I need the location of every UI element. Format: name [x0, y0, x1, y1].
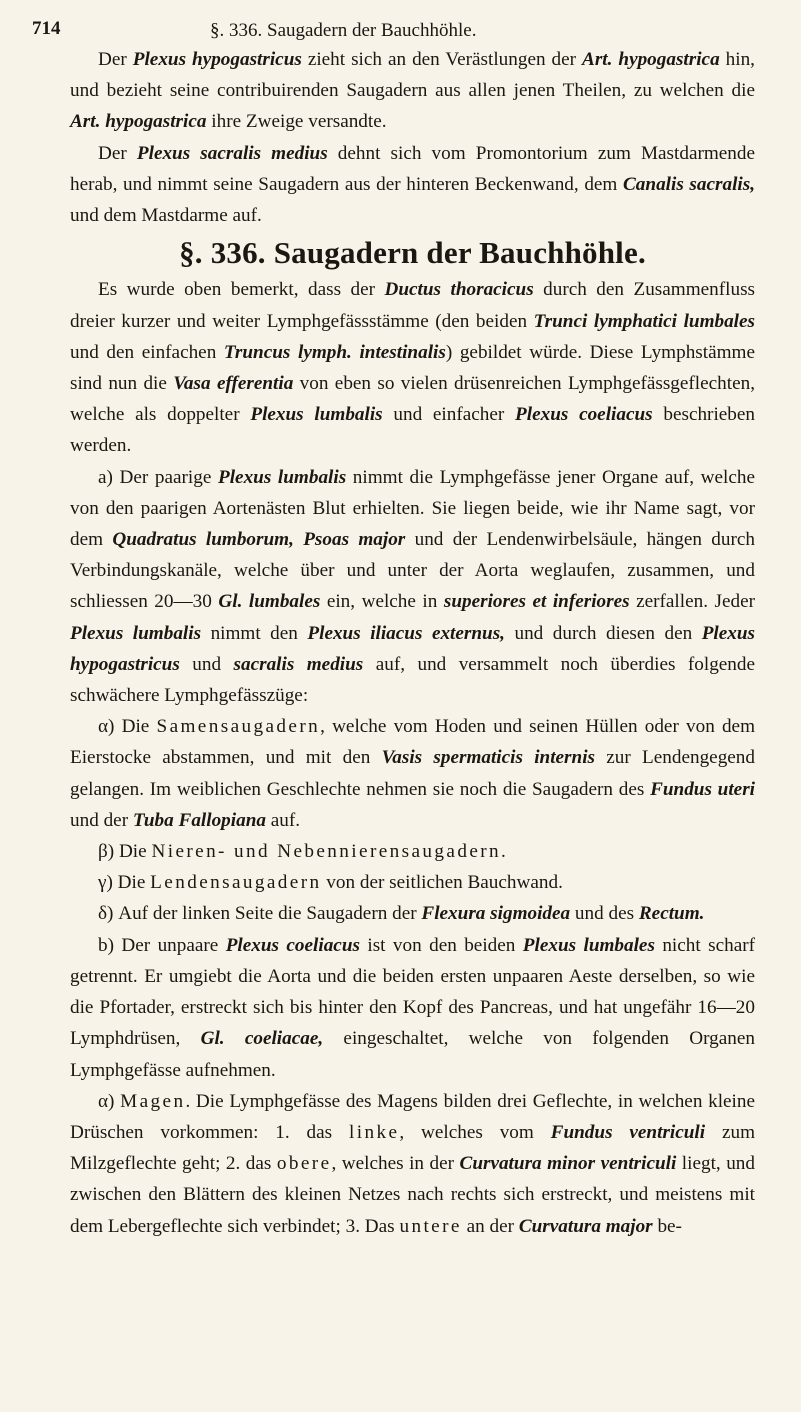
paragraph-plexus-sacralis: Der Plexus sacralis medius dehnt sich vom Promontorium zum Mastdarmende herab, und nimmt seine Saugadern aus der hinteren Beckenwand, dem Canalis sacralis, und dem Mastdarme auf. [70, 142, 755, 227]
paragraph-a-plexus-lumbalis: a) Der paarige Plexus lumbalis nimmt die Lymphgefässe jener Organe auf, welche von den paarigen Aortenästen Blut erhielten. Sie liegen beide, wie ihr Name sagt, vor dem Quadratus lumborum, Psoas major und der Lendenwirbelsäule, hängen durch Verbindungskanäle, welche über und unter der Aorta weglaufen, zusammen, und schliessen 20—30 Gl. lumbales ein, welche in superiores et inferiores zerfallen. Jeder Plexus lumbalis nimmt den Plexus iliacus externus, und durch diesen den Plexus hypogastricus und sacralis medius auf, und versammelt noch überdies folgende schwächere Lymphgefässzüge: [70, 466, 756, 707]
paragraph-alpha-magen: α) Magen. Die Lymphgefässe des Magens bilden drei Geflechte, in welchen kleine Drüschen vorkommen: 1. das linke, welches vom Fundus ventriculi zum Milzgeflechte geht; 2. das obere, welches in der Curvatura minor ventriculi liegt, und zwischen den Blättern des kleinen Netzes nach rechts sich erstreckt, und meistens mit dem Lebergeflechte sich verbindet; 3. Das untere an der Curvatura major be- [70, 1090, 755, 1237]
paragraph-alpha-samensaugadern: α) Die Samensaugadern, welche vom Hoden und seinen Hüllen oder von dem Eierstocke abstammen, und mit den Vasis spermaticis internis zur Lendengegend gelangen. Im weiblichen Geschlechte nehmen sie noch die Saugadern des Fundus uteri und der Tuba Fallopiana auf. [70, 716, 755, 831]
paragraph-plexus-hypogastricus: Der Plexus hypogastricus zieht sich an den Verästlungen der Art. hypogastrica hin, und bezieht seine contribuirenden Saugadern aus allen jenen Theilen, zu welchen die Art. hypogastrica ihre Zweige versandte. [70, 49, 755, 133]
paragraph-gamma-lenden: γ) Die Lendensaugadern von der seitlichen Bauchwand. [98, 872, 563, 894]
paragraph-delta-flexura: δ) Auf der linken Seite die Saugadern der Flexura sigmoidea und des Rectum. [98, 903, 705, 925]
header-title: §. 336. Saugadern der Bauchhöhle. [210, 20, 477, 41]
paragraph-b-plexus-coeliacus: b) Der unpaare Plexus coeliacus ist von den beiden Plexus lumbales nicht scharf getrennt. Er umgiebt die Aorta und die beiden ersten unpaaren Aeste derselben, so wie die Pfortader, erstreckt sich bis hinter den Kopf des Pancreas, und hat ungefähr 16—20 Lymphdrüsen, Gl. coeliacae, eingeschaltet, welche von folgenden Organen Lymphgefässe aufnehmen. [70, 934, 755, 1081]
page-number: 714 [32, 18, 61, 39]
running-head [32, 14, 755, 44]
section-heading: §. 336. Saugadern der Bauchhöhle. [179, 235, 646, 271]
paragraph-intro: Es wurde oben bemerkt, dass der Ductus thoracicus durch den Zusammenfluss dreier kurzer und weiter Lymphgefässstämme (den beiden Trunci lymphatici lumbales und den einfachen Truncus lymph. intestinalis) gebildet würde. Diese Lymphstämme sind nun die Vasa efferentia von eben so vielen drüsenreichen Lymphgefässgeflechten, welche als doppelter Plexus lumbalis und einfacher Plexus coeliacus beschrieben werden. [70, 279, 755, 457]
body-text [70, 44, 755, 1242]
paragraph-beta-nieren: β) Die Nieren- und Nebennierensaugadern. [98, 841, 506, 863]
